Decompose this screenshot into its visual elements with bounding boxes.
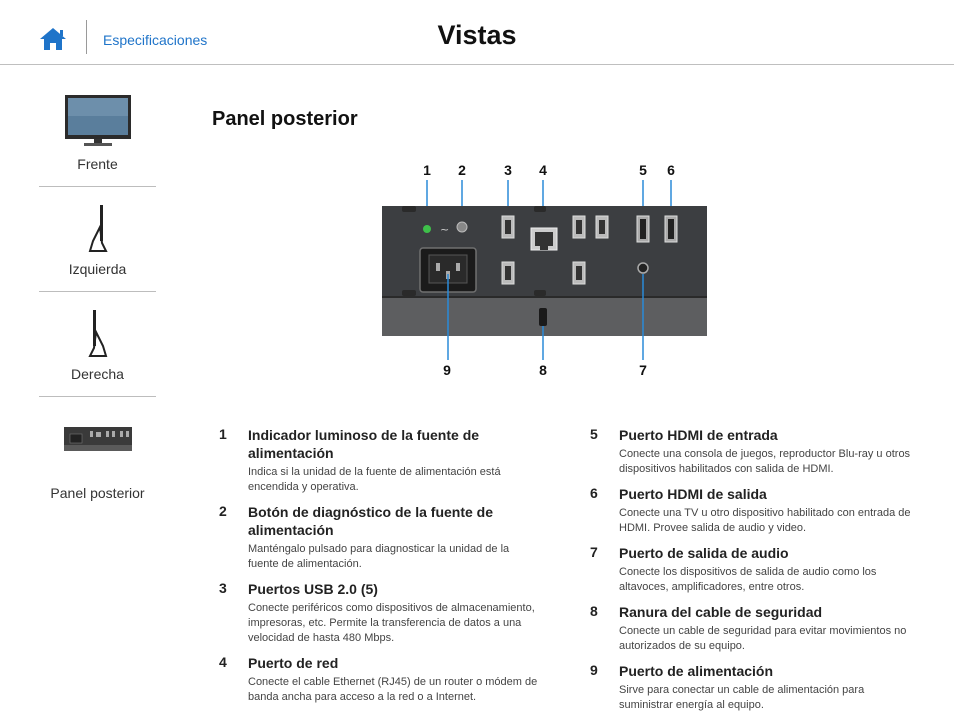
- views-sidebar: [39, 82, 156, 501]
- callout-label: 2: [458, 162, 466, 178]
- item-title: Ranura del cable de seguridad: [619, 604, 823, 620]
- sidebar-item-label: Frente: [77, 156, 118, 172]
- sidebar-item-label: Izquierda: [68, 261, 127, 277]
- page-header: [0, 0, 954, 65]
- item-title: Puertos USB 2.0 (5): [248, 581, 378, 597]
- sidebar-item-label: Panel posterior: [50, 485, 145, 501]
- front-view-thumbnail: [39, 94, 156, 148]
- list-item: [590, 544, 935, 595]
- item-description: Conecte periféricos como dispositivos de almacenamiento, impresoras, etc. Permite la transferencia de datos a una velocidad de hasta 480 Mbps.: [248, 602, 535, 644]
- item-number: 8: [590, 603, 598, 619]
- item-title: Puerto de alimentación: [619, 663, 774, 679]
- item-title: Puerto de salida de audio: [619, 545, 789, 561]
- sidebar-item-front[interactable]: [39, 82, 156, 187]
- list-item: [219, 503, 564, 572]
- back-panel-thumbnail: [39, 427, 156, 451]
- callout-label: 3: [504, 162, 512, 178]
- sidebar-item-back-panel[interactable]: [39, 397, 156, 501]
- feature-list-right: [590, 426, 935, 721]
- specifications-link[interactable]: Especificaciones: [103, 32, 208, 48]
- page-title: Vistas: [437, 20, 517, 50]
- list-item: [219, 580, 564, 646]
- callout-label: 5: [639, 162, 647, 178]
- sidebar-item-left[interactable]: [39, 187, 156, 292]
- item-title: Puerto HDMI de entrada: [619, 427, 778, 443]
- sidebar-item-right[interactable]: [39, 292, 156, 397]
- sidebar-item-label: Derecha: [71, 366, 124, 382]
- list-item: [590, 485, 935, 536]
- item-number: 3: [219, 580, 227, 596]
- left-view-thumbnail: [39, 203, 156, 253]
- item-number: 2: [219, 503, 227, 519]
- back-panel-icon: [64, 427, 132, 451]
- back-panel-diagram: [382, 158, 712, 388]
- item-number: 5: [590, 426, 598, 442]
- item-description: Conecte un cable de seguridad para evitar movimientos no autorizados de su equipo.: [619, 625, 907, 652]
- item-title: Puerto HDMI de salida: [619, 486, 767, 502]
- item-description: Sirve para conectar un cable de alimentación para suministrar energía al equipo.: [619, 684, 865, 711]
- list-item: [219, 654, 564, 705]
- callout-label: 8: [539, 362, 547, 378]
- item-description: Manténgalo pulsado para diagnosticar la unidad de la fuente de alimentación.: [248, 543, 510, 570]
- item-number: 7: [590, 544, 598, 560]
- callout-label: 4: [539, 162, 547, 178]
- item-number: 9: [590, 662, 598, 678]
- monitor-left-icon: [86, 203, 110, 253]
- item-description: Conecte el cable Ethernet (RJ45) de un router o módem de banda ancha para acceso a la red o a Internet.: [248, 676, 538, 703]
- item-title: Indicador luminoso de la fuente de alimentación: [248, 427, 480, 461]
- item-number: 6: [590, 485, 598, 501]
- monitor-front-icon: [64, 94, 132, 148]
- right-view-thumbnail: [39, 308, 156, 358]
- item-number: 4: [219, 654, 227, 670]
- callout-label: 7: [639, 362, 647, 378]
- item-description: Conecte una TV u otro dispositivo habilitado con entrada de HDMI. Provee salida de audio y video.: [619, 507, 911, 534]
- list-item: [590, 426, 935, 477]
- back-panel-illustration: [382, 180, 712, 360]
- callout-label: 6: [667, 162, 675, 178]
- list-item: [590, 603, 935, 654]
- section-title: Panel posterior: [212, 108, 358, 130]
- item-title: Botón de diagnóstico de la fuente de alimentación: [248, 504, 494, 538]
- monitor-right-icon: [86, 308, 110, 358]
- item-title: Puerto de red: [248, 655, 339, 671]
- item-description: Indica si la unidad de la fuente de alimentación está encendida y operativa.: [248, 466, 501, 493]
- item-number: 1: [219, 426, 227, 442]
- feature-list-left: [219, 426, 564, 713]
- item-description: Conecte una consola de juegos, reproductor Blu-ray u otros dispositivos habilitados con salida de HDMI.: [619, 448, 911, 475]
- callout-label: 9: [443, 362, 451, 378]
- item-description: Conecte los dispositivos de salida de audio como los altavoces, amplificadores, entre otros.: [619, 566, 877, 593]
- callout-label: 1: [423, 162, 431, 178]
- list-item: [219, 426, 564, 495]
- list-item: [590, 662, 935, 713]
- svg-text:~: ~: [440, 223, 450, 236]
